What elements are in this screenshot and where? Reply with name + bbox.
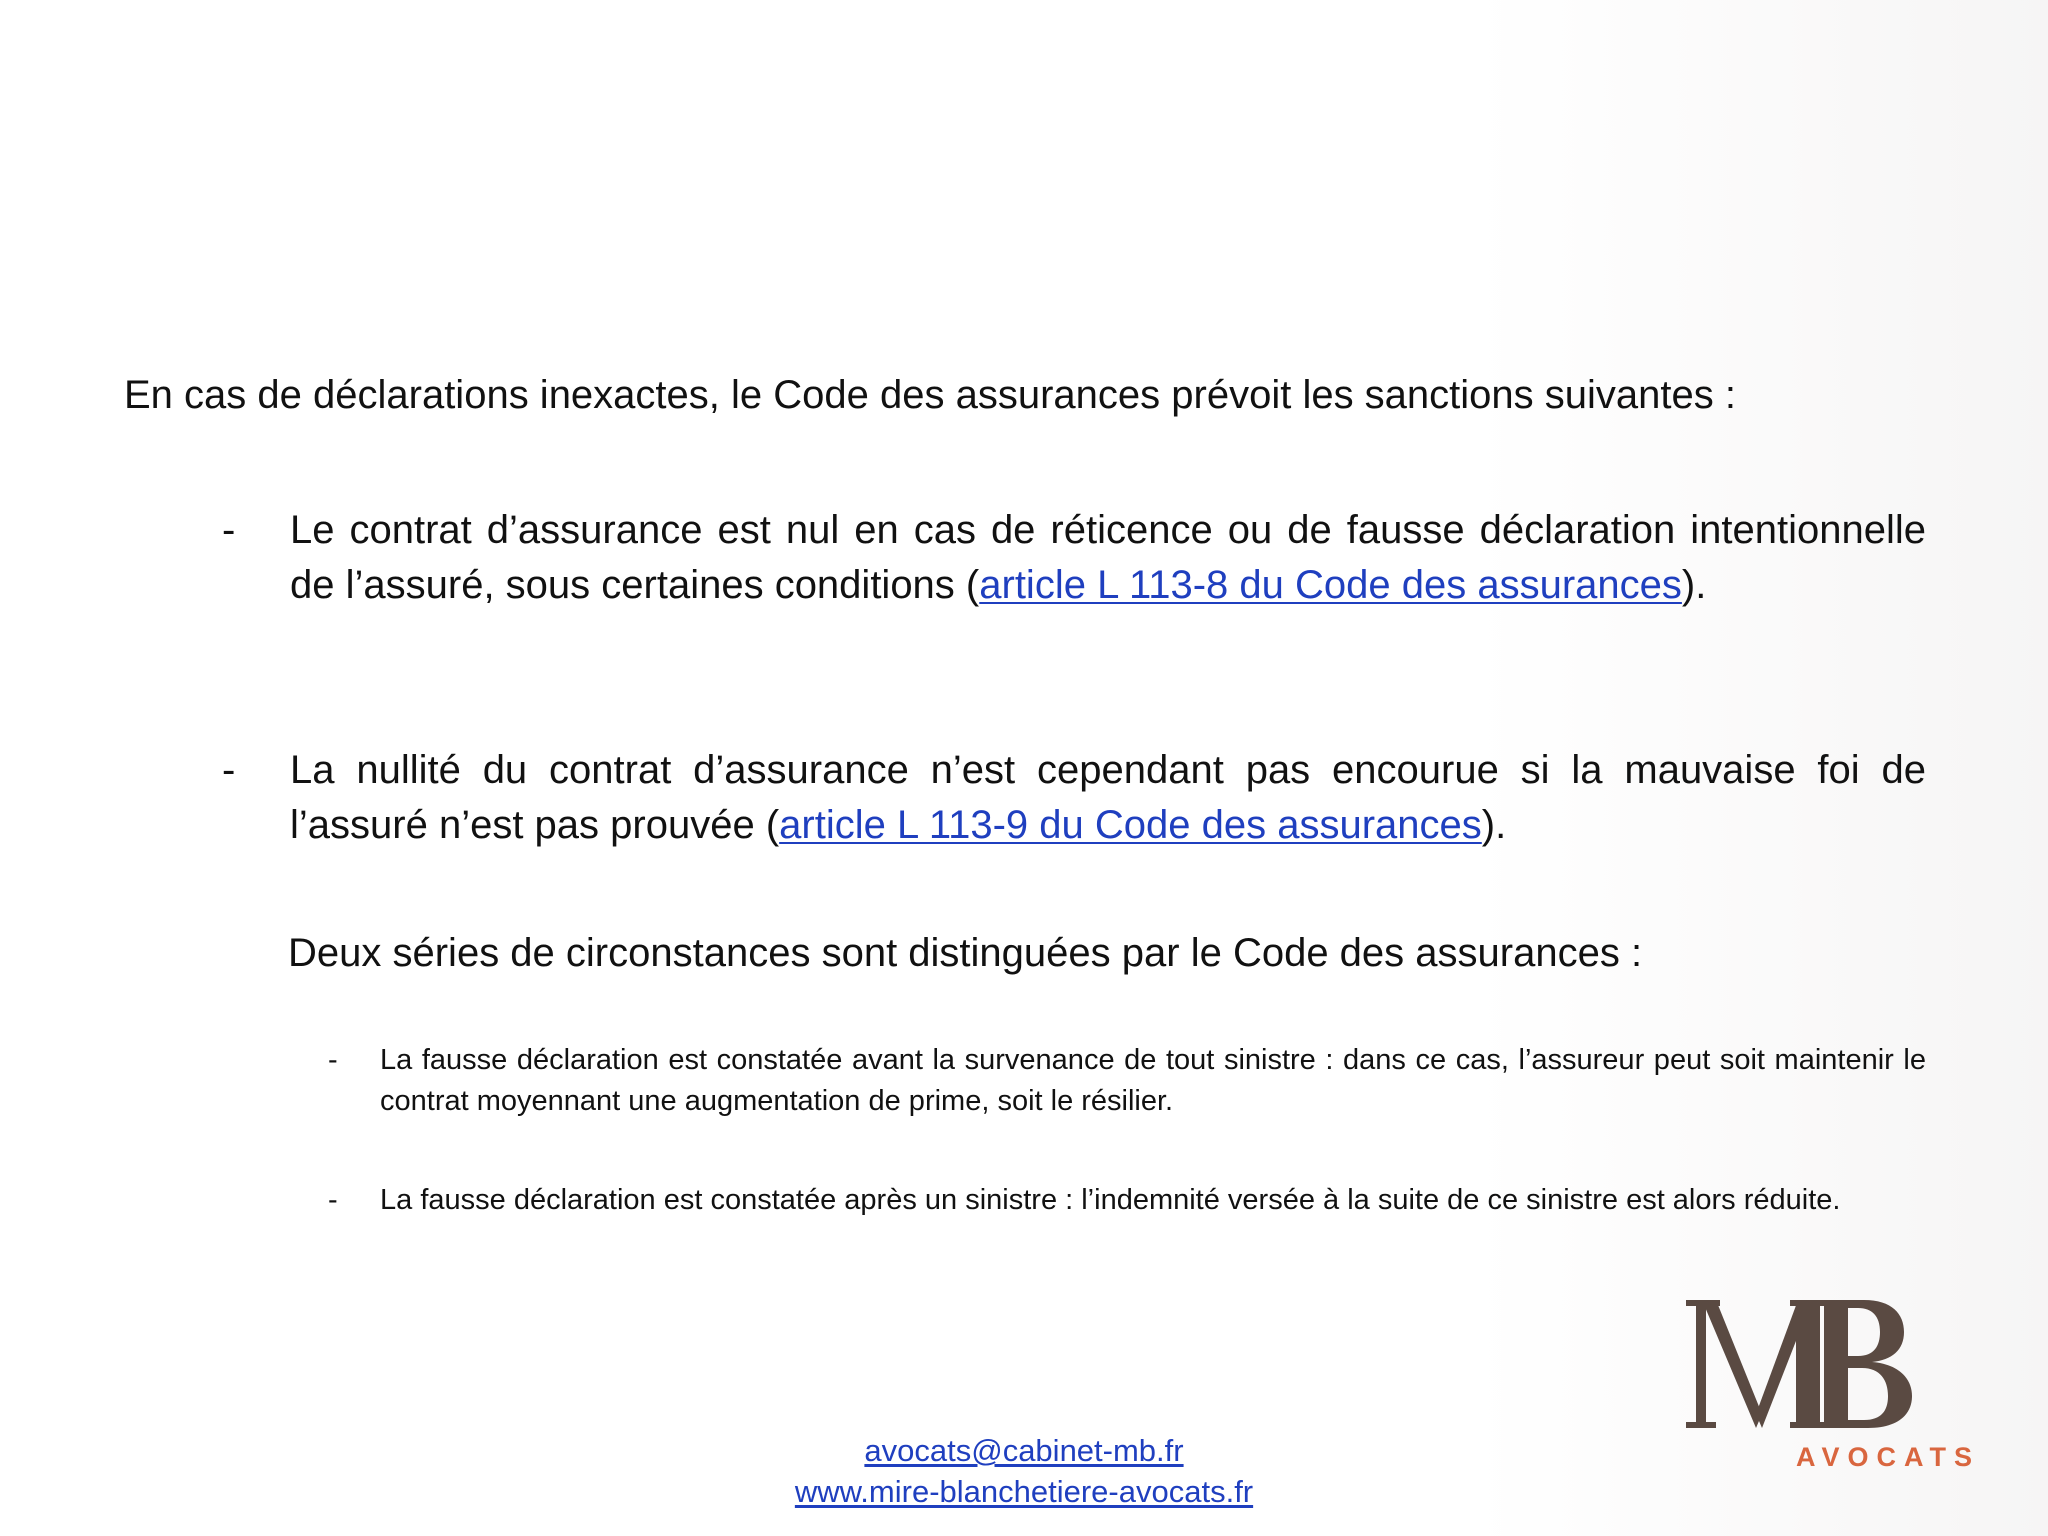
sub-bullet-before-claim — [328, 1040, 1926, 1122]
bullet-text — [290, 743, 1926, 853]
bullet-dash: - — [222, 748, 236, 792]
mb-avocats-logo — [1672, 1290, 1980, 1490]
sub-bullet-dash: - — [328, 1044, 338, 1076]
subheading: Deux séries de circonstances sont distinguées par le Code des assurances : — [288, 931, 1643, 975]
bullet-text-after: ). — [1481, 803, 1507, 847]
bullet-dash: - — [222, 508, 236, 552]
website-link[interactable]: www.mire-blanchetiere-avocats.fr — [794, 1474, 1254, 1509]
sub-bullet-after-claim — [328, 1180, 1926, 1221]
article-l113-9-link[interactable]: article L 113-9 du Code des assurances — [779, 803, 1482, 847]
sub-bullet-text: La fausse déclaration est constatée après un sinistre : l’indemnité versée à la suite de ce sinistre est alors réduite. — [380, 1184, 1841, 1216]
bullet-item-nullity — [222, 503, 1926, 613]
sub-bullet-dash: - — [328, 1184, 338, 1216]
sub-bullet-text: La fausse déclaration est constatée avant la survenance de tout sinistre : dans ce cas, l’assureur peut soit maintenir le contrat moyennant une augmentation de prime, soit le résilier. — [380, 1044, 1926, 1117]
bullet-text-after: ). — [1681, 563, 1707, 607]
bullet-text — [290, 503, 1926, 613]
intro-text: En cas de déclarations inexactes, le Code des assurances prévoit les sanctions suivantes : — [124, 373, 1736, 417]
email-link[interactable]: avocats@cabinet-mb.fr — [864, 1433, 1184, 1468]
avocats-wordmark: AVOCATS — [1796, 1442, 1980, 1472]
bullet-text-before: Le contrat d’assurance est nul en cas de réticence ou de fausse déclaration intentionnelle de l’assuré, sous certaines conditions ( — [290, 508, 1926, 607]
bullet-item-good-faith — [222, 743, 1926, 853]
mb-monogram-logo — [1686, 1296, 1916, 1436]
article-l113-8-link[interactable]: article L 113-8 du Code des assurances — [979, 563, 1682, 607]
bullet-text-before: La nullité du contrat d’assurance n’est cependant pas encourue si la mauvaise foi de l’assuré n’est pas prouvée ( — [290, 748, 1926, 847]
